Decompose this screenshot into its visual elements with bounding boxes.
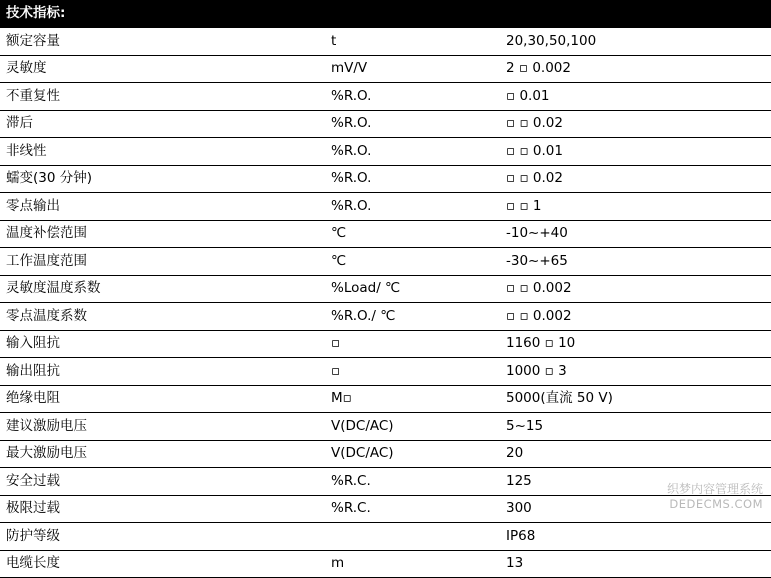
table-row xyxy=(0,28,771,56)
spec-name: 滞后 xyxy=(0,110,325,138)
spec-unit: %R.O./ ℃ xyxy=(325,303,500,331)
spec-value: 5000(直流 50 V) xyxy=(500,385,771,413)
spec-value: 20,30,50,100 xyxy=(500,28,771,56)
spec-unit: %R.O. xyxy=(325,138,500,166)
spec-value: 125 xyxy=(500,468,771,496)
table-row xyxy=(0,165,771,193)
table-row xyxy=(0,193,771,221)
table-row xyxy=(0,523,771,551)
spec-name: 电缆长度 xyxy=(0,550,325,578)
spec-value: ▫ ▫ 0.002 xyxy=(500,275,771,303)
spec-name: 绝缘电阻 xyxy=(0,385,325,413)
watermark-line-2: DEDECMS.COM xyxy=(669,497,763,512)
spec-unit: m xyxy=(325,550,500,578)
page-title: 技术指标: xyxy=(0,0,771,28)
spec-value: ▫ ▫ 0.002 xyxy=(500,303,771,331)
watermark xyxy=(667,481,763,513)
spec-unit: mV/V xyxy=(325,55,500,83)
table-row xyxy=(0,358,771,386)
spec-unit: %R.O. xyxy=(325,165,500,193)
table-row xyxy=(0,55,771,83)
spec-name: 零点输出 xyxy=(0,193,325,221)
table-row xyxy=(0,330,771,358)
watermark-line-1: 织梦内容管理系统 xyxy=(666,482,763,497)
spec-value: 2 ▫ 0.002 xyxy=(500,55,771,83)
spec-value: ▫ ▫ 0.02 xyxy=(500,110,771,138)
table-row xyxy=(0,413,771,441)
spec-unit: ▫ xyxy=(325,330,500,358)
spec-value: -30~+65 xyxy=(500,248,771,276)
spec-name: 灵敏度 xyxy=(0,55,325,83)
table-row xyxy=(0,138,771,166)
spec-unit: t xyxy=(325,28,500,56)
spec-unit: ℃ xyxy=(325,248,500,276)
spec-value: 20 xyxy=(500,440,771,468)
spec-unit: V(DC/AC) xyxy=(325,440,500,468)
spec-value: ▫ 0.01 xyxy=(500,83,771,111)
spec-unit: %R.O. xyxy=(325,83,500,111)
spec-name: 零点温度系数 xyxy=(0,303,325,331)
spec-value: ▫ ▫ 1 xyxy=(500,193,771,221)
spec-unit: M▫ xyxy=(325,385,500,413)
table-row xyxy=(0,303,771,331)
spec-value: 5~15 xyxy=(500,413,771,441)
spec-unit: %R.C. xyxy=(325,468,500,496)
spec-unit: %R.O. xyxy=(325,110,500,138)
spec-unit: V(DC/AC) xyxy=(325,413,500,441)
spec-name: 最大激励电压 xyxy=(0,440,325,468)
spec-name: 建议激励电压 xyxy=(0,413,325,441)
spec-value: 1000 ▫ 3 xyxy=(500,358,771,386)
spec-name: 输出阻抗 xyxy=(0,358,325,386)
spec-unit: ▫ xyxy=(325,358,500,386)
spec-name: 输入阻抗 xyxy=(0,330,325,358)
spec-unit: %R.C. xyxy=(325,495,500,523)
spec-name: 极限过载 xyxy=(0,495,325,523)
spec-value: 13 xyxy=(500,550,771,578)
table-row xyxy=(0,468,771,496)
spec-name: 防护等级 xyxy=(0,523,325,551)
spec-name: 灵敏度温度系数 xyxy=(0,275,325,303)
spec-unit: %R.O. xyxy=(325,193,500,221)
spec-name: 额定容量 xyxy=(0,28,325,56)
table-row xyxy=(0,110,771,138)
spec-name: 温度补偿范围 xyxy=(0,220,325,248)
table-header-row xyxy=(0,0,771,28)
spec-name: 蠕变(30 分钟) xyxy=(0,165,325,193)
table-row xyxy=(0,83,771,111)
spec-value: ▫ ▫ 0.02 xyxy=(500,165,771,193)
spec-name: 安全过载 xyxy=(0,468,325,496)
table-row xyxy=(0,440,771,468)
table-row xyxy=(0,550,771,578)
table-row xyxy=(0,248,771,276)
spec-name: 不重复性 xyxy=(0,83,325,111)
spec-name: 工作温度范围 xyxy=(0,248,325,276)
spec-value: 300 xyxy=(500,495,771,523)
spec-unit xyxy=(325,523,500,551)
spec-value: -10~+40 xyxy=(500,220,771,248)
spec-unit: ℃ xyxy=(325,220,500,248)
spec-unit: %Load/ ℃ xyxy=(325,275,500,303)
table-row xyxy=(0,275,771,303)
table-row xyxy=(0,495,771,523)
table-row xyxy=(0,385,771,413)
spec-value: IP68 xyxy=(500,523,771,551)
spec-name: 非线性 xyxy=(0,138,325,166)
spec-value: 1160 ▫ 10 xyxy=(500,330,771,358)
table-row xyxy=(0,220,771,248)
spec-value: ▫ ▫ 0.01 xyxy=(500,138,771,166)
